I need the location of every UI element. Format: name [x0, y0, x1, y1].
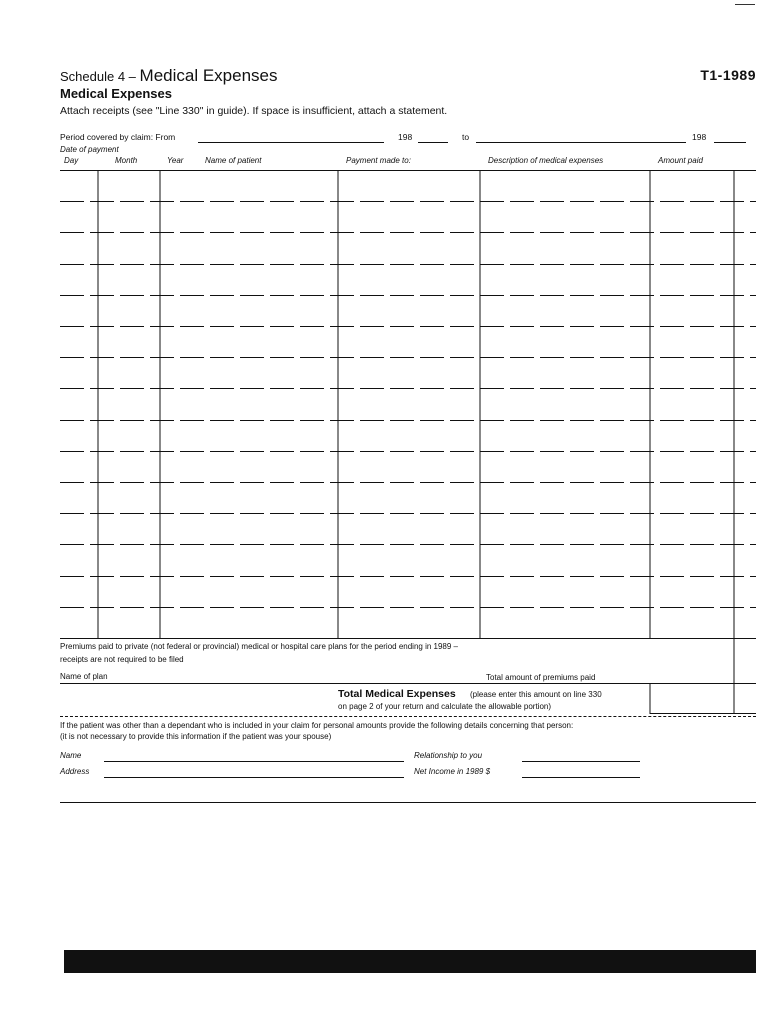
relationship-label: Relationship to you	[414, 751, 483, 760]
date-group-label: Date of payment	[60, 145, 119, 154]
bottom-rule	[60, 802, 756, 803]
premiums-text-1: Premiums paid to private (not federal or provincial) medical or hospital care plans for the period ending in 1989 –	[60, 642, 458, 651]
period-year-2: 198	[692, 132, 707, 142]
total-note-1: (please enter this amount on line 330	[470, 690, 602, 699]
col-amount-header: Amount paid	[658, 156, 703, 165]
col-description-header: Description of medical expenses	[488, 156, 604, 165]
footer-bar	[64, 950, 756, 973]
attach-note: Attach receipts (see "Line 330" in guide). If space is insufficient, attach a statement.	[60, 105, 448, 117]
plan-name-label: Name of plan	[60, 672, 108, 681]
patient-name-field[interactable]	[104, 761, 404, 762]
premiums-text-2: receipts are not required to be filed	[60, 655, 184, 664]
period-year-1: 198	[398, 132, 413, 142]
col-payment-header: Payment made to:	[346, 156, 411, 165]
section-divider	[60, 716, 756, 717]
col-month-header: Month	[115, 156, 138, 165]
total-medical-expenses-label: Total Medical Expenses	[338, 688, 456, 700]
schedule-name: Medical Expenses	[139, 66, 278, 85]
total-note-2: on page 2 of your return and calculate the allowable portion)	[338, 702, 552, 711]
net-income-field[interactable]	[522, 777, 640, 778]
patient-address-field[interactable]	[104, 777, 404, 778]
section-subtitle: Medical Expenses	[60, 86, 172, 101]
total-medical-expenses-field[interactable]	[650, 713, 756, 714]
patient-info-text-1: If the patient was other than a dependant who is included in your claim for personal amounts provide the following details concerning that person:	[60, 721, 574, 730]
col-year-header: Year	[167, 156, 184, 165]
period-to-label: to	[462, 132, 470, 142]
col-day-header: Day	[64, 156, 79, 165]
col-patient-header: Name of patient	[205, 156, 262, 165]
patient-name-label: Name	[60, 751, 82, 760]
patient-address-label: Address	[60, 767, 90, 776]
total-premiums-field[interactable]	[650, 683, 756, 684]
plan-name-field[interactable]	[60, 683, 650, 684]
patient-info-text-2: (it is not necessary to provide this information if the patient was your spouse)	[60, 732, 332, 741]
net-income-label: Net Income in 1989 $	[414, 767, 491, 776]
period-label: Period covered by claim: From	[60, 132, 176, 142]
relationship-field[interactable]	[522, 761, 640, 762]
schedule-prefix: Schedule 4 –	[60, 69, 136, 84]
form-id: T1-1989	[700, 67, 756, 83]
total-premiums-label: Total amount of premiums paid	[486, 673, 596, 682]
